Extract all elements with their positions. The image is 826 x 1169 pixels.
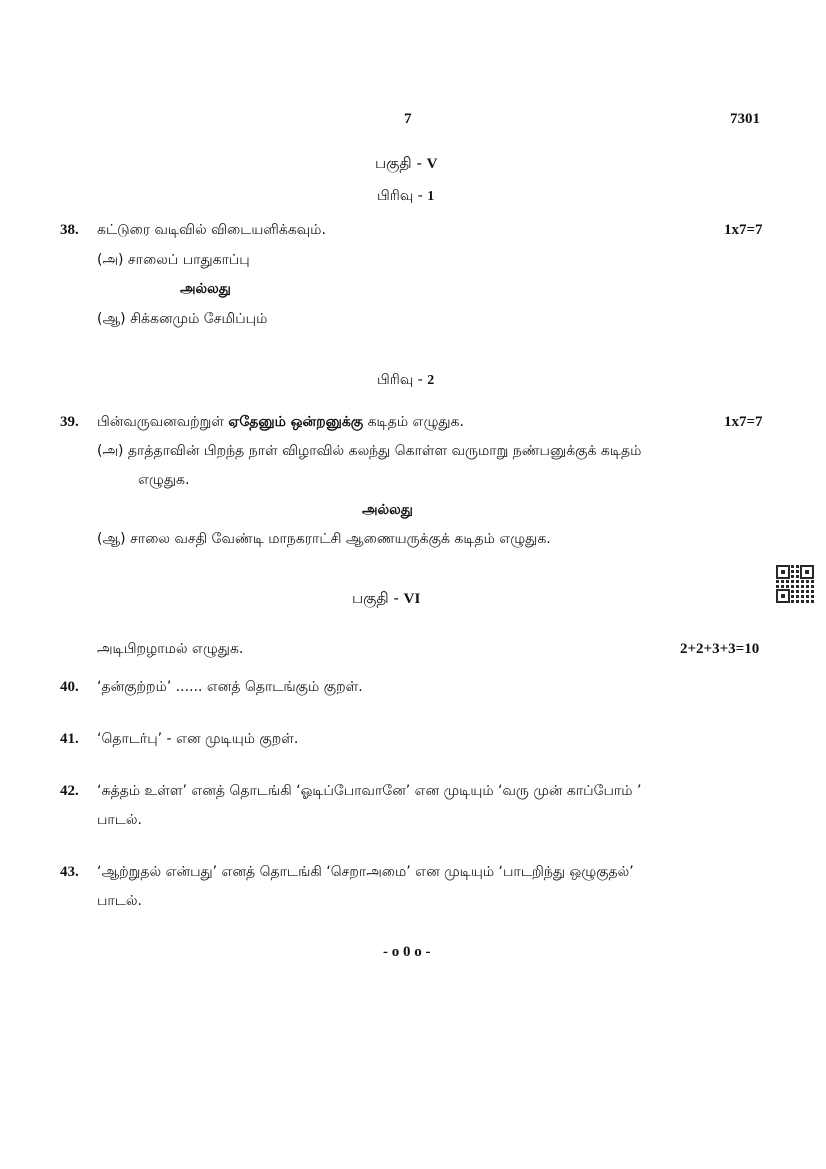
- question-number: 38.: [60, 222, 79, 238]
- question-number: 39.: [60, 414, 79, 430]
- question-text-emphasis: ஏதேனும் ஒன்றனுக்கு: [228, 414, 364, 430]
- question-text: கட்டுரை வடிவில் விடையளிக்கவும்.: [97, 222, 326, 238]
- or-separator: அல்லது: [362, 502, 413, 518]
- question-text-continued: பாடல்.: [97, 893, 142, 909]
- question-number: 43.: [60, 864, 79, 880]
- question-number: 42.: [60, 783, 79, 799]
- section-label: பிரிவு: [377, 372, 414, 388]
- option-a: (அ) சாலைப் பாதுகாப்பு: [97, 252, 250, 268]
- qr-code: [776, 565, 814, 603]
- option-b: (ஆ) சாலை வசதி வேண்டி மாநகராட்சி ஆணையருக்குக் கடிதம் எழுதுக.: [97, 531, 551, 547]
- question-text: ‘ஆற்றுதல் என்பது’ எனத் தொடங்கி ‘செறாஅமை’ என முடியும் ‘பாடறிந்து ஒழுகுதல்’: [97, 864, 634, 880]
- question-text: ‘தன்குற்றம்’ ...... எனத் தொடங்கும் குறள்.: [97, 679, 363, 695]
- or-separator: அல்லது: [180, 281, 231, 297]
- part-number: V: [426, 156, 438, 172]
- question-number: 40.: [60, 679, 79, 695]
- section-number: 1: [427, 189, 435, 204]
- section1-heading: பிரிவு - 1: [377, 188, 435, 204]
- section-number: 2: [427, 373, 435, 388]
- question-text: ‘தொடர்பு’ - என முடியும் குறள்.: [97, 731, 299, 747]
- end-mark: - o 0 o -: [383, 944, 431, 960]
- part-number: VI: [403, 591, 421, 607]
- option-a-continued: எழுதுக.: [138, 472, 190, 488]
- section2-heading: பிரிவு - 2: [377, 372, 435, 388]
- question-text: [97, 414, 464, 432]
- question-marks: 1x7=7: [724, 414, 763, 430]
- instruction-text: அடிபிறழாமல் எழுதுக.: [97, 641, 244, 657]
- question-text-pre: பின்வருவனவற்றுள்: [97, 414, 229, 430]
- part5-heading: பகுதி - V: [375, 154, 438, 172]
- page-number: 7: [404, 111, 412, 127]
- part6-heading: பகுதி - VI: [352, 589, 421, 607]
- question-text-continued: பாடல்.: [97, 812, 142, 828]
- option-a: (அ) தாத்தாவின் பிறந்த நாள் விழாவில் கலந்து கொள்ள வருமாறு நண்பனுக்குக் கடிதம்: [97, 443, 642, 459]
- paper-code: 7301: [730, 111, 760, 127]
- question-text-post: கடிதம் எழுதுக.: [363, 414, 464, 430]
- part-label: பகுதி: [375, 154, 412, 172]
- part-label: பகுதி: [352, 589, 389, 607]
- question-text: ‘சுத்தம் உள்ள’ எனத் தொடங்கி ‘ஓடிப்போவானே’ என முடியும் ‘வரு முன் காப்போம் ’: [97, 783, 642, 799]
- option-b: (ஆ) சிக்கனமும் சேமிப்பும்: [97, 311, 268, 327]
- section-label: பிரிவு: [377, 188, 414, 204]
- part-marks: 2+2+3+3=10: [680, 641, 760, 657]
- question-number: 41.: [60, 731, 79, 747]
- question-marks: 1x7=7: [724, 222, 763, 238]
